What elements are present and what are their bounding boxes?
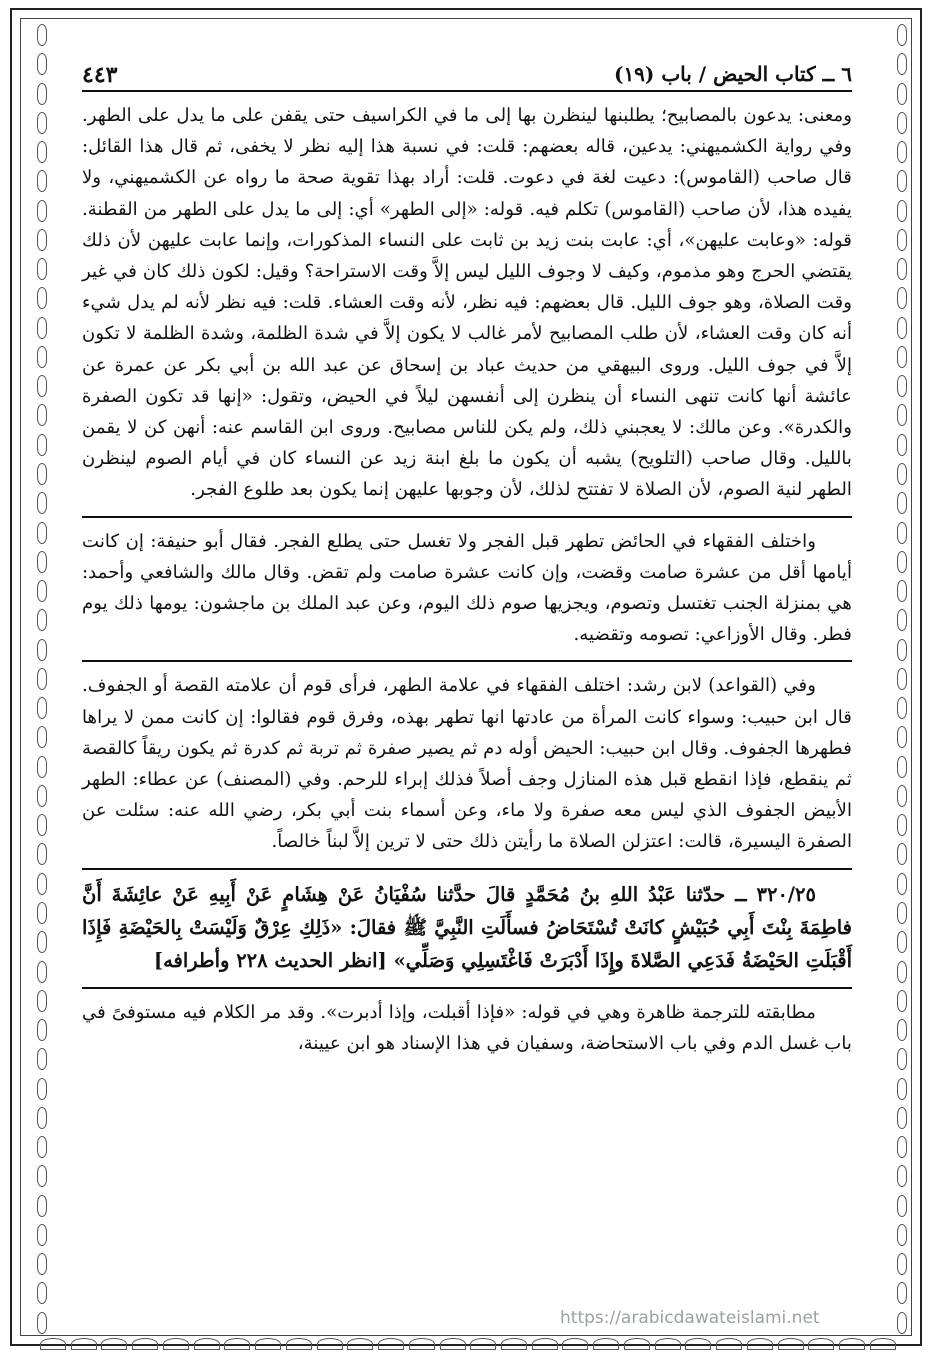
commentary-paragraph-3: وفي (القواعد) لابن رشد: اختلف الفقهاء في علامة الطهر، فرأى قوم أن علامته القصة أو الجفوف. قال ابن حبيب: وسواء كانت المرأة من عادتها انها تطهر بهذه، وفرق قوم فقالوا: إن كانت ممن لا يراها فطهرها الجفوف. وقال ابن حبيب: الحيض أوله دم ثم يصير صفرة ثم تربة ثم كدرة ثم يكون ريقاً كالقصة ثم ينقطع، فإذا انقطع قبل هذه المنازل وجف أصلاً فذلك إبراء للرحم. وفي (المصنف) عن عطاء: الطهر الأبيض الجفوف الذي ليس معه صفرة ولا ماء، وعن أسماء بنت أبي بكر، رضي الله عنه: سئلت عن الصفرة اليسيرة، قالت: اعتزلن الصلاة ما رأيتن ذلك حتى لا ترين إلاَّ لبناً خالصاً. xyxy=(82,675,852,853)
page-body xyxy=(82,100,852,1059)
right-ornament-border xyxy=(894,24,910,1334)
section-divider xyxy=(82,987,852,989)
commentary-paragraph-2: واختلف الفقهاء في الحائض تطهر قبل الفجر ولا تغسل حتى يطلع الفجر. فقال أبو حنيفة: إن كانت أيامها أقل من عشرة صامت وقضت، وإن كانت عشرة صامت ولم تقض. وقال مالك والشافعي وأحمد: هي بمنزلة الجنب تغتسل وتصوم، ويجزيها صوم ذلك اليوم، وعن عبد الملك بن ماجشون: يومها ذلك يوم فطر. وقال الأوزاعي: تصومه وتقضيه. xyxy=(82,530,852,646)
watermark-url: https://arabicdawateislami.net xyxy=(560,1308,820,1328)
page-header xyxy=(82,56,852,92)
section-divider xyxy=(82,868,852,870)
page-number: ٤٤٣ xyxy=(82,62,118,88)
section-divider xyxy=(82,516,852,518)
commentary-paragraph-4: مطابقته للترجمة ظاهرة وهي في قوله: «فإذا أقبلت، وإذا أدبرت». وقد مر الكلام فيه مستوفىً في باب غسل الدم وفي باب الاستحاضة، وسفيان في هذا الإسناد هو ابن عيينة، xyxy=(82,1001,852,1054)
section-divider xyxy=(82,660,852,662)
commentary-paragraph-1: ومعنى: يدعون بالمصابيح؛ يطلبنها لينظرن بها إلى ما في الكراسيف حتى يقفن على ما يدل على الطهر. وفي رواية الكشميهني: يدعين، قاله بعضهم: قلت: في نسبة هذا إليه نظر لا يخفى، ثم قال هذا القائل: قال صاحب (القاموس): دعيت لغة في دعوت. قلت: أراد بهذا تقوية صحة ما رواه عن الكشميهني، ولا يفيده هذا، لأن صاحب (القاموس) تكلم فيه. قوله: «إلى الطهر» أي: إلى ما يدل على الطهر من القطنة. قوله: «وعابت عليهن»، أي: عابت بنت زيد بن ثابت على النساء المذكورات، وإنما عابت عليهن لأن ذلك يقتضي الحرج وهو مذموم، وكيف لا وجوف الليل ليس إلاَّ وقت الاستراحة؟ وقيل: لكون ذلك كان في غير وقت الصلاة، وهو جوف الليل. قال بعضهم: فيه نظر، لأنه وقت العشاء. قلت: فيه نظر لأنه لم يدل شيء أنه كان وقت العشاء، لأن طلب المصابيح لأمر غالب لا يكون إلاَّ في شدة الظلمة، وشدة الظلمة لا تكون إلاَّ في جوف الليل. وروى البيهقي من حديث عباد بن إسحاق عن عبد الله بن أبي بكر عن عمرة عن عائشة أنها كانت تنهى النساء أن ينظرن إلى أنفسهن ليلاً في الحيض، وتقول: «إنها قد تكون الصفرة والكدرة». وعن مالك: لا يعجبني ذلك، ولم يكن للناس مصابيح. وروى ابن القاسم عنه: أنهن كن لا يقمن بالليل. وقال صاحب (التلويح) يشبه أن يكون ما بلغ ابنة زيد عن النساء كان في أيام الصوم لينظرن الطهر لنية الصوم، لأن الصلاة لا تفتتح لذلك، لأن وجوبها عليهن إنما يكون بعد طلوع الفجر. xyxy=(82,105,852,501)
bottom-ornament-border xyxy=(40,1338,896,1352)
hadith-text: ٣٢٠/٢٥ ــ حدّثنا عَبْدُ اللهِ بنُ مُحَمَّدٍ قالَ حدَّثنا سُفْيَانُ عَنْ هِشَامٍ عَنْ أَبِيهِ عَنْ عائِشَةَ أَنَّ فاطِمَةَ بِنْتَ أَبِي حُبَيْشٍ كانَتْ تُسْتَحَاضُ فسأَلَتِ النَّبِيَّ ﷺ فقالَ: «ذَلِكِ عِرْقٌ وَلَيْسَتْ بِالحَيْضَةِ فَإِذَا أَقْبَلَتِ الحَيْضَةُ فَدَعِي الصَّلاةَ وإِذَا أَدْبَرَتْ فَاغْتَسِلِي وَصَلِّي» [انظر الحديث ٢٢٨ وأطرافه] xyxy=(82,882,852,972)
running-title: ٦ ــ كتاب الحيض / باب (١٩) xyxy=(613,62,852,86)
left-ornament-border xyxy=(34,24,50,1334)
